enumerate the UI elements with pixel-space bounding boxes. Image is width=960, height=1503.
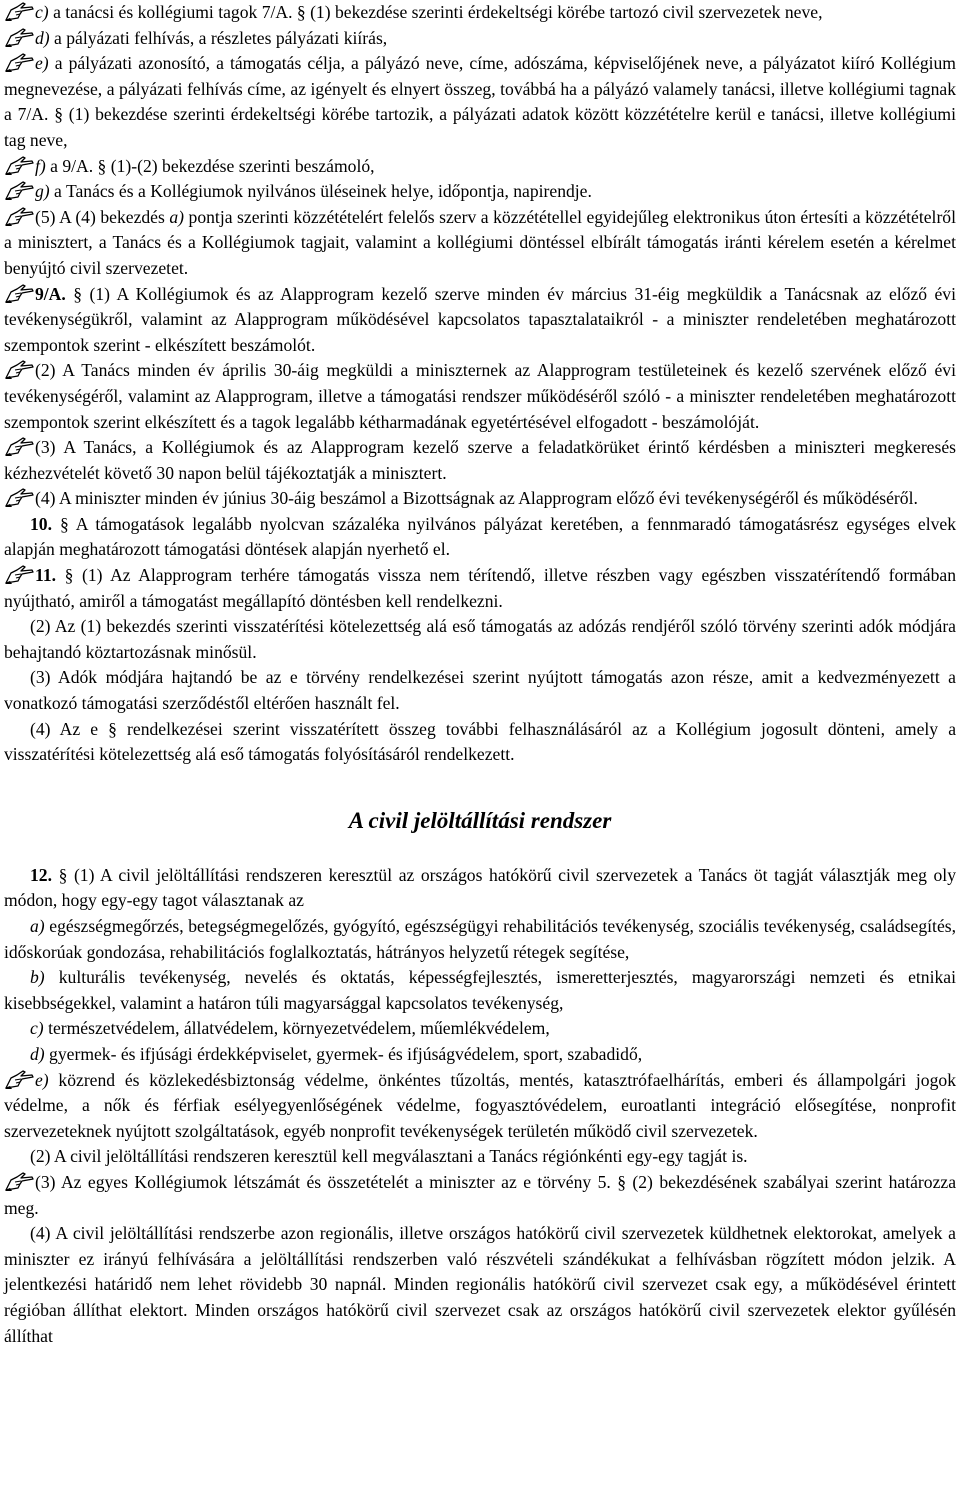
paragraph-text: (3) Az egyes Kollégiumok létszámát és összetételét a miniszter az e törvény 5. § (2) bekezdésének szabályai szerint határozza meg. [4, 1171, 956, 1218]
document-page [4, 0, 956, 1349]
paragraph [4, 1068, 956, 1145]
spacer [4, 768, 956, 795]
pointing-hand-icon [4, 564, 34, 584]
paragraph [4, 486, 956, 512]
paragraph-text: a 9/A. § (1)-(2) bekezdése szerinti beszámoló, [45, 155, 375, 176]
paragraph-text: § (1) A Kollégiumok és az Alapprogram kezelő szerve minden év március 31-éig megküldik a Tanácsnak az előző évi tevékenységükről, valamint az Alapprogram működésével kapcsolatos tapasztalataikról - a miniszter rendeletében meghatározott szempontok szerint - elkészített beszámolót. [4, 283, 956, 355]
paragraph [4, 1144, 956, 1170]
paragraph-text: gyermek- és ifjúsági érdekképviselet, gyermek- és ifjúságvédelem, sport, szabadidő, [44, 1043, 643, 1064]
paragraph [4, 1170, 956, 1221]
paragraph-text: a pályázati felhívás, a részletes pályázati kiírás, [49, 27, 388, 48]
paragraph-text: § A támogatások legalább nyolcvan százaléka nyilvános pályázat keretében, a fennmaradó támogatásrész egységes elvek alapján meghatározott támogatási döntések alapján nyerhető el. [4, 513, 956, 560]
pointing-hand-icon [4, 283, 34, 303]
pointing-hand-icon [4, 436, 34, 456]
pointing-hand-icon [4, 359, 34, 379]
paragraph [4, 863, 956, 914]
paragraph-text: a pályázati azonosító, a támogatás célja, a pályázó neve, címe, adószáma, képviselőjének neve, a pályázatot kiíró Kollégium megnevezése, a pályázati felhívás címe, az igényelt és elnyert összeg, továbbá ha a pályázó valamely tanácsi, illetve kollégiumi tagnak a 7/A. § (1) bekezdése szerinti érdekeltségi körébe tartozik, a pályázati adatok között közzétételre kerül e tanácsi, illetve kollégiumi tag neve, [4, 53, 956, 150]
paragraph-text: közrend és közlekedésbiztonság védelme, önkéntes tűzoltás, mentés, katasztrófaelhárítás, emberi és állampolgári jogok védelme, a nők és férfiak esélyegyenlőségének védelme, fogyasztóvédelem, euroatlanti integráció elősegítése, nonprofit szervezeteknek nyújtott szolgáltatások, egyéb nonprofit tevékenységek területén működő civil szervezetek. [4, 1069, 956, 1141]
point-label: a) [30, 916, 45, 936]
point-label: g) [35, 181, 50, 202]
paragraph [4, 1221, 956, 1349]
paragraph [4, 914, 956, 965]
paragraph [4, 51, 956, 153]
point-label: e) [35, 1069, 49, 1090]
paragraph [4, 965, 956, 1016]
paragraph [4, 154, 956, 180]
section-heading [4, 806, 956, 836]
point-label: c) [30, 1018, 44, 1039]
paragraph-text: természetvédelem, állatvédelem, környezetvédelem, műemlékvédelem, [43, 1018, 550, 1039]
point-label: a) [169, 206, 185, 227]
paragraph-text: (2) Az (1) bekezdés szerinti visszatérítési kötelezettség alá eső támogatás az adózás rendjéről szóló törvény szerinti adók módjára behajtandó köztartozásnak minősül. [4, 616, 956, 662]
paragraph-text: (2) A Tanács minden év április 30-áig megküldi a miniszternek az Alapprogram testületeinek és kezelő szervének előző évi tevékenységéről, valamint az Alapprogram, illetve a támogatási rendszer működéséről szóló - a miniszter rendeletében meghatározott szempontok szerint elkészített és a tagok legalább kétharmadának egyetértésével elfogadott - beszámolóját. [4, 360, 956, 432]
section-number: 10. [30, 513, 52, 534]
paragraph-text: (4) Az e § rendelkezései szerint visszatérített összeg további felhasználásáról az a Kollégium jogosult dönteni, amely a visszatérítési kötelezettség alá eső támogatás folyósításáról rendelkezett. [4, 718, 956, 765]
point-label: d) [35, 27, 50, 48]
paragraph [4, 614, 956, 665]
paragraph [4, 282, 956, 359]
paragraph-text: a tanácsi és kollégiumi tagok 7/A. § (1) bekezdése szerinti érdekeltségi körébe tartozó civil szervezetek neve, [48, 2, 823, 22]
pointing-hand-icon [4, 180, 34, 200]
paragraph-text: kulturális tevékenység, nevelés és oktatás, képességfejlesztés, ismeretterjesztés, magyarországi nemzeti és etnikai kisebbségekkel, valamint a határon túli magyarsággal kapcsolatos tevékenység, [4, 967, 956, 1013]
pointing-hand-icon [4, 1171, 34, 1191]
paragraph-text: A civil jelöltállítási rendszer [348, 807, 612, 833]
pointing-hand-icon [4, 52, 34, 72]
paragraph [4, 1016, 956, 1042]
paragraph [4, 1042, 956, 1068]
paragraph-text: (4) A civil jelöltállítási rendszerbe azon regionális, illetve országos hatókörű civil szervezetek küldhetnek elektorokat, amelyek a miniszter ez irányú felhívására a jelöltállítási rendszerben való részvételi szándékukat a felhívásban rögzített módon jelzik. A jelentkezési határidő nem lehet rövidebb 30 napnál. Minden regionális hatókörű civil szervezet csak egy, a működésével érintett régióban állíthat elektort. Minden országos hatókörű civil szervezet csak az országos hatókörű civil szervezetek elektor gyűlésén állíthat [4, 1223, 956, 1346]
pointing-hand-icon [4, 206, 34, 226]
paragraph [4, 512, 956, 563]
paragraph [4, 26, 956, 52]
paragraph [4, 179, 956, 205]
paragraph-text: egészségmegőrzés, betegségmegelőzés, gyógyító, egészségügyi rehabilitációs tevékenység, szociális tevékenység, családsegítés, időskorúak gondozása, rehabilitációs foglalkoztatás, hátrányos helyzetű rétegek segítése, [4, 916, 956, 962]
paragraph [4, 0, 956, 26]
paragraph [4, 435, 956, 486]
paragraph [4, 205, 956, 282]
section-number: 12. [30, 864, 52, 885]
paragraph-text: § (1) Az Alapprogram terhére támogatás vissza nem térítendő, illetve részben vagy egészben visszatérítendő formában nyújtható, amiről a támogatást megállapító döntésben kell rendelkezni. [4, 565, 956, 611]
paragraph [4, 665, 956, 716]
paragraph-text: (3) Adók módjára hajtandó be az e törvény rendelkezései szerint nyújtott támogatás azon része, amit a kedvezményezett a vonatkozó támogatási szerződéstől eltérően használt fel. [4, 667, 956, 714]
section-number: 11. [35, 565, 57, 586]
point-label: c) [35, 2, 49, 22]
pointing-hand-icon [4, 27, 34, 47]
pointing-hand-icon [4, 1069, 34, 1089]
paragraph-text: a Tanács és a Kollégiumok nyilvános üléseinek helye, időpontja, napirendje. [49, 181, 592, 202]
paragraph-text: (2) A civil jelöltállítási rendszeren keresztül kell megválasztani a Tanács régiónkénti egy-egy tagját is. [30, 1146, 748, 1167]
pointing-hand-icon [4, 155, 34, 175]
section-number: 9/A. [35, 283, 66, 304]
point-label: d) [30, 1043, 45, 1064]
point-label: f) [35, 155, 46, 176]
pointing-hand-icon [4, 1, 34, 21]
paragraph [4, 358, 956, 435]
paragraph-text: pontja szerinti közzétételért felelős szerv a közzététellel egyidejűleg elektronikus úton értesíti a közzétételről a minisztert, a Tanács és a Kollégiumok tagjait, valamint a kollégiumi döntéssel elbírált támogatás iránti kérelem esetén a kérelmet benyújtó civil szervezetet. [4, 206, 956, 278]
point-label: b) [30, 967, 45, 988]
paragraph-text: § (1) A civil jelöltállítási rendszeren keresztül az országos hatókörű civil szervezetek a Tanács öt tagját választják meg oly módon, hogy egy-egy tagot választanak az [4, 864, 956, 911]
pointing-hand-icon [4, 487, 34, 507]
paragraph-text: (5) A (4) bekezdés [35, 206, 170, 227]
point-label: e) [35, 53, 49, 74]
paragraph [4, 717, 956, 768]
paragraph-text: (3) A Tanács, a Kollégiumok és az Alapprogram kezelő szerve a feladatkörüket érintő kérdésben a miniszteri megkeresés kézhezvételét követő 30 napon belül tájékoztatják a minisztert. [4, 437, 956, 483]
paragraph-text: (4) A miniszter minden év június 30-áig beszámol a Bizottságnak az Alapprogram előző évi tevékenységéről és működéséről. [35, 488, 918, 509]
paragraph [4, 563, 956, 614]
